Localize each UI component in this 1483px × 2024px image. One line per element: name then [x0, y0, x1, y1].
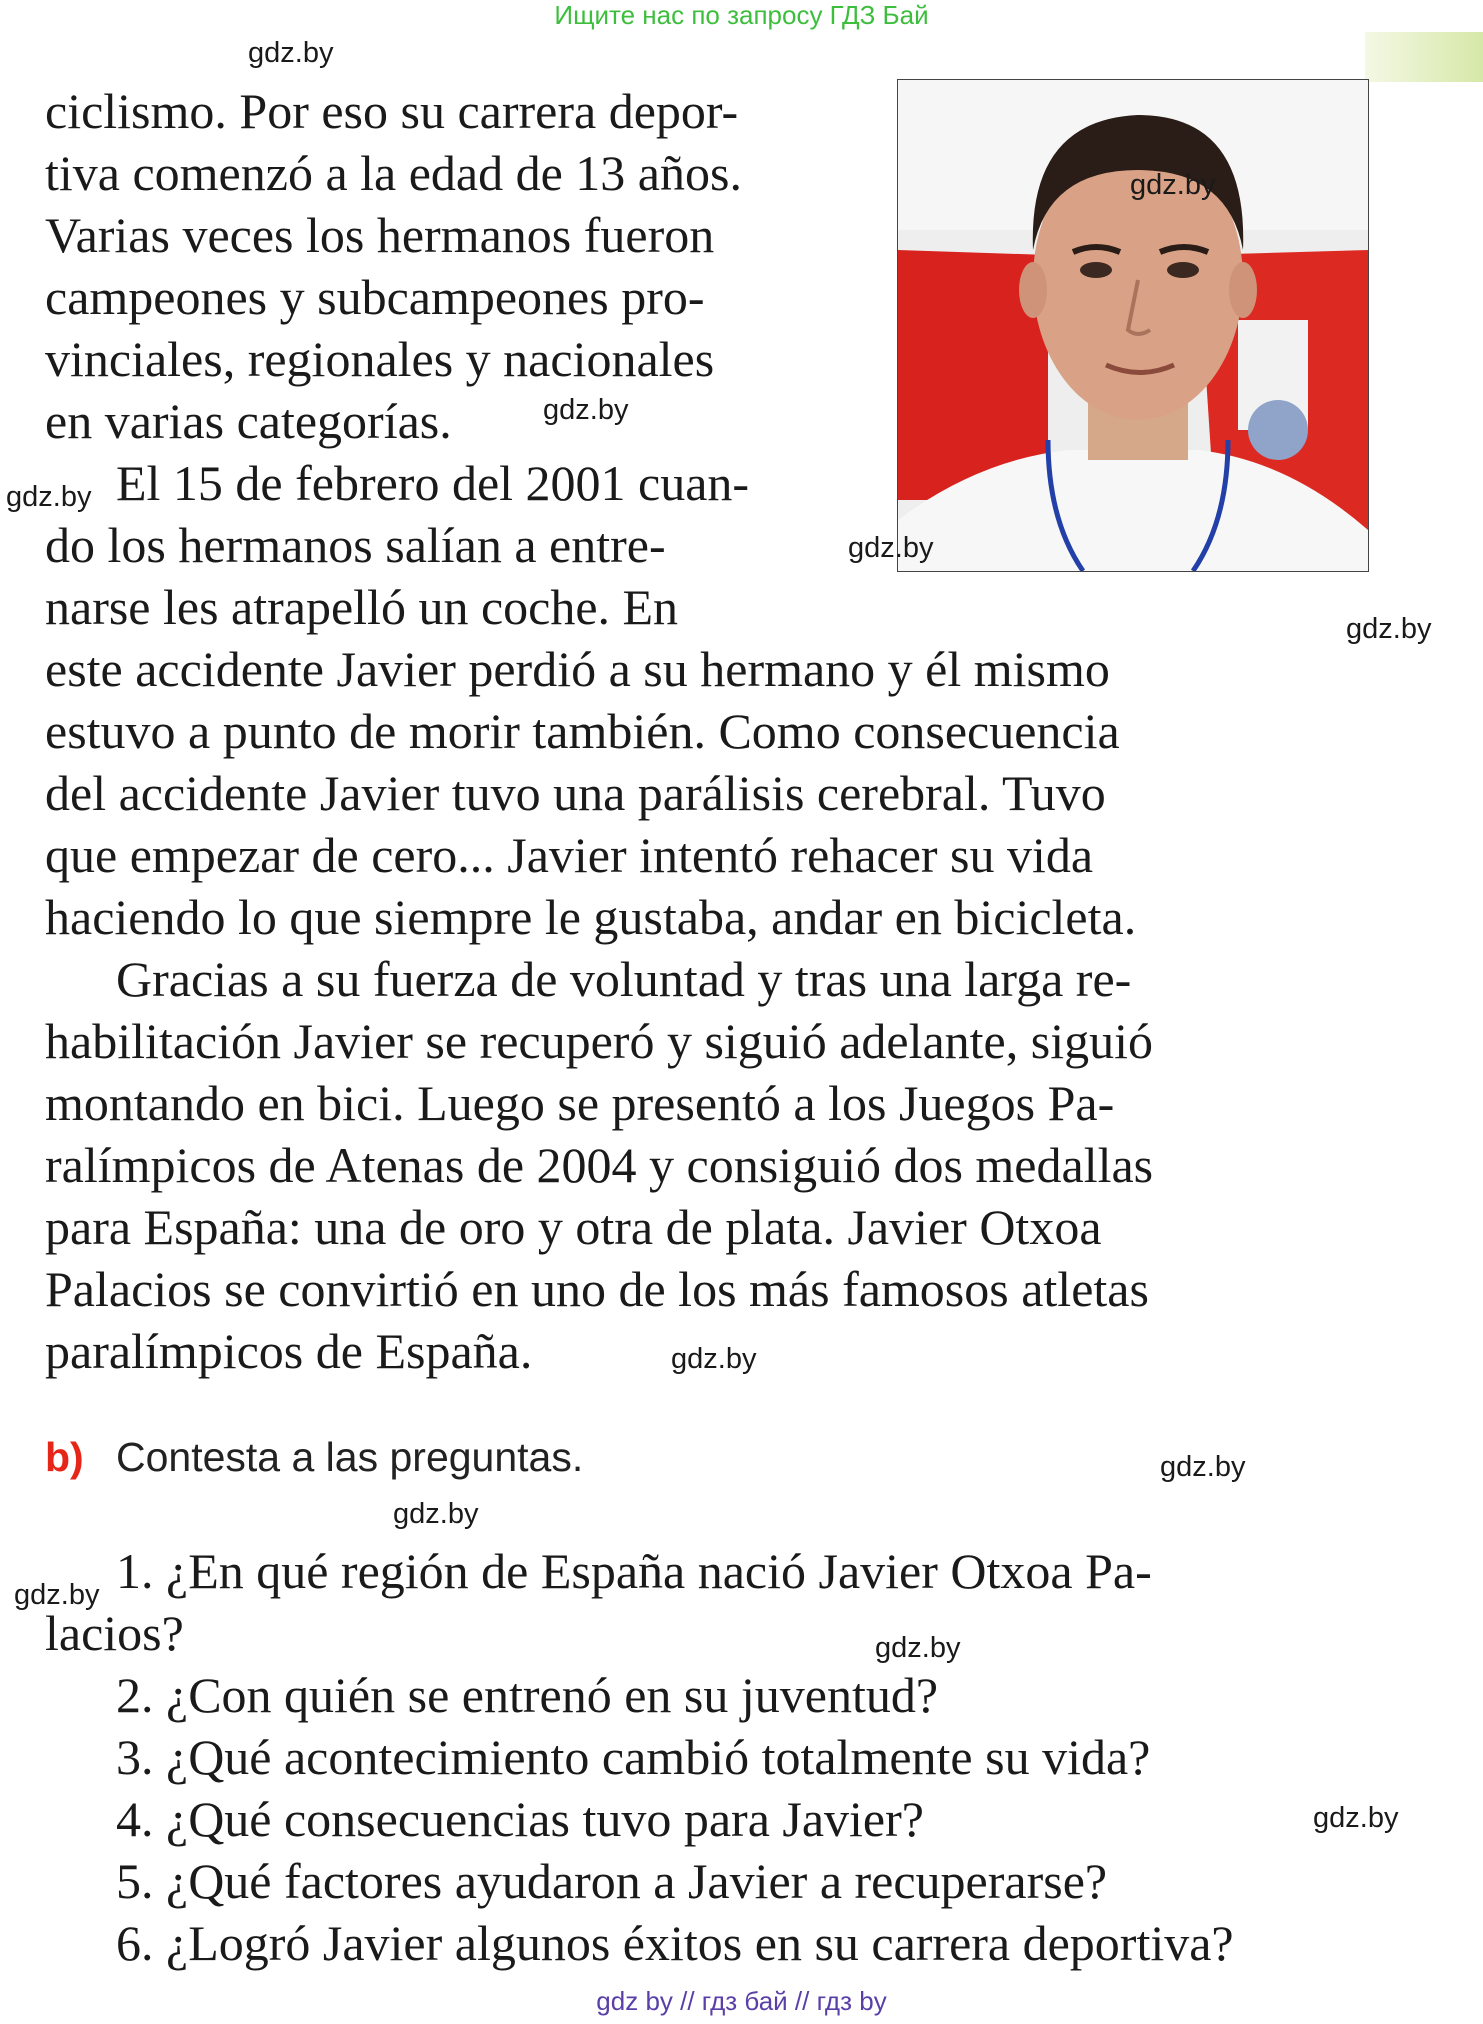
watermark: gdz.by [14, 1579, 100, 1611]
text-line: que empezar de cero... Javier intentó rehacer su vida [45, 827, 1094, 883]
text-line: Varias veces los hermanos fueron [45, 207, 715, 263]
top-search-banner: Ищите нас по запросу ГДЗ Бай [554, 0, 929, 30]
page-corner-tab [1365, 32, 1483, 82]
text-line: narse les atrapelló un coche. En [45, 579, 679, 635]
text-line: El 15 de febrero del 2001 cuan- [116, 455, 750, 511]
text-line: estuvo a punto de morir también. Como consecuencia [45, 703, 1120, 759]
text-line: montando en bici. Luego se presentó a los Juegos Pa- [45, 1075, 1115, 1131]
question-item: 5. ¿Qué factores ayudaron a Javier a recuperarse? [116, 1853, 1108, 1909]
text-line: campeones y subcampeones pro- [45, 269, 705, 325]
text-line: en varias categorías. [45, 393, 452, 449]
watermark: gdz.by [875, 1632, 961, 1664]
text-line: del accidente Javier tuvo una parálisis cerebral. Tuvo [45, 765, 1106, 821]
text-line: ralímpicos de Atenas de 2004 y consiguió dos medallas [45, 1137, 1154, 1193]
question-item: 4. ¿Qué consecuencias tuvo para Javier? [116, 1791, 924, 1847]
watermark: gdz.by [248, 37, 334, 69]
watermark: gdz.by [848, 532, 934, 564]
text-line: ciclismo. Por eso su carrera depor- [45, 83, 739, 139]
text-line: Palacios se convirtió en uno de los más famosos atletas [45, 1261, 1149, 1317]
text-line: tiva comenzó a la edad de 13 años. [45, 145, 742, 201]
exercise-instruction: Contesta a las preguntas. [116, 1434, 584, 1480]
portrait-photo-icon [898, 80, 1368, 571]
text-line: este accidente Javier perdió a su hermano y él mismo [45, 641, 1110, 697]
question-item: lacios? [45, 1605, 184, 1661]
watermark: gdz.by [1346, 613, 1432, 645]
text-line: vinciales, regionales y nacionales [45, 331, 715, 387]
text-line: do los hermanos salían a entre- [45, 517, 666, 573]
watermark: gdz.by [671, 1343, 757, 1375]
bottom-footer: gdz by // гдз бай // гдз by [596, 1986, 887, 2016]
portrait-photo [897, 79, 1369, 572]
question-item: 2. ¿Con quién se entrenó en su juventud? [116, 1667, 939, 1723]
watermark: gdz.by [1313, 1802, 1399, 1834]
question-item: 3. ¿Qué acontecimiento cambió totalmente su vida? [116, 1729, 1151, 1785]
watermark: gdz.by [543, 394, 629, 426]
watermark: gdz.by [6, 481, 92, 513]
question-item: 1. ¿En qué región de España nació Javier Otxoa Pa- [116, 1543, 1152, 1599]
exercise-label: b) [45, 1434, 84, 1480]
text-line: Gracias a su fuerza de voluntad y tras una larga re- [116, 951, 1132, 1007]
question-item: 6. ¿Logró Javier algunos éxitos en su carrera deportiva? [116, 1915, 1234, 1971]
text-line: paralímpicos de España. [45, 1323, 533, 1379]
watermark: gdz.by [1130, 169, 1216, 201]
watermark: gdz.by [1160, 1451, 1246, 1483]
text-line: haciendo lo que siempre le gustaba, andar en bicicleta. [45, 889, 1137, 945]
text-line: habilitación Javier se recuperó y siguió adelante, siguió [45, 1013, 1153, 1069]
watermark: gdz.by [393, 1498, 479, 1530]
text-line: para España: una de oro y otra de plata. Javier Otxoa [45, 1199, 1102, 1255]
